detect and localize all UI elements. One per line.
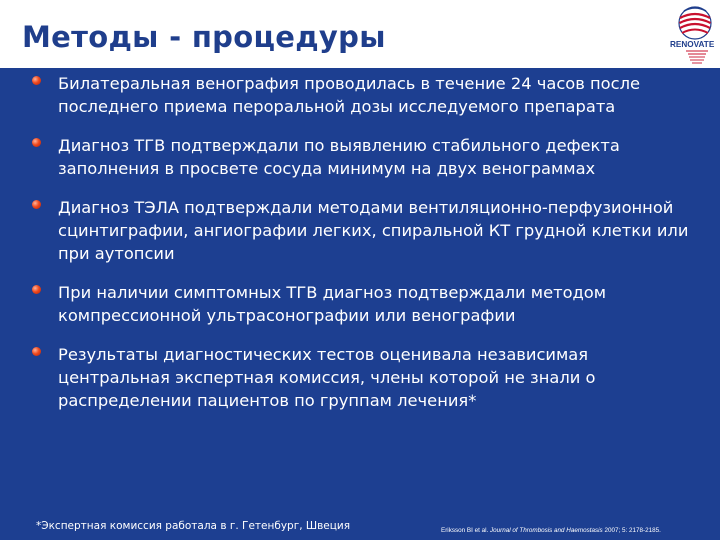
slide-content — [0, 68, 720, 540]
renovate-globe-logo-icon — [652, 2, 718, 66]
bullet-icon — [32, 200, 41, 209]
citation-authors: Eriksson BI et al. — [441, 527, 489, 534]
list-item — [32, 281, 702, 327]
bullet-icon — [32, 138, 41, 147]
bullet-text: Диагноз ТГВ подтверждали по выявлению стабильного дефекта заполнения в просвете сосуда минимум на двух венограммах — [58, 136, 620, 178]
list-item — [32, 134, 702, 180]
citation-journal: Journal of Thrombosis and Haemostasis — [490, 527, 603, 534]
list-item — [32, 196, 702, 265]
list-item — [32, 72, 702, 118]
citation — [441, 527, 661, 534]
footnote: *Экспертная комиссия работала в г. Гетенбург, Швеция — [36, 520, 351, 532]
bullet-list — [32, 72, 702, 428]
bullet-icon — [32, 285, 41, 294]
list-item — [32, 343, 702, 412]
bullet-text: Результаты диагностических тестов оценивала независимая центральная экспертная комиссия, члены которой не знали о распределении пациентов по группам лечения* — [58, 345, 596, 410]
citation-details: 2007; 5: 2178-2185. — [604, 527, 661, 534]
svg-text:RENOVATE: RENOVATE — [670, 40, 715, 49]
bullet-text: Диагноз ТЭЛА подтверждали методами вентиляционно-перфузионной сцинтиграфии, ангиографии легких, спиральной КТ грудной клетки или при аутопсии — [58, 198, 689, 263]
bullet-text: При наличии симптомных ТГВ диагноз подтверждали методом компрессионной ультрасонографии или венографии — [58, 283, 607, 325]
slide-title: Методы - процедуры — [22, 20, 386, 54]
bullet-text: Билатеральная венография проводилась в течение 24 часов после последнего приема пероральной дозы исследуемого препарата — [58, 74, 641, 116]
slide-header — [0, 0, 720, 68]
bullet-icon — [32, 76, 41, 85]
bullet-icon — [32, 347, 41, 356]
